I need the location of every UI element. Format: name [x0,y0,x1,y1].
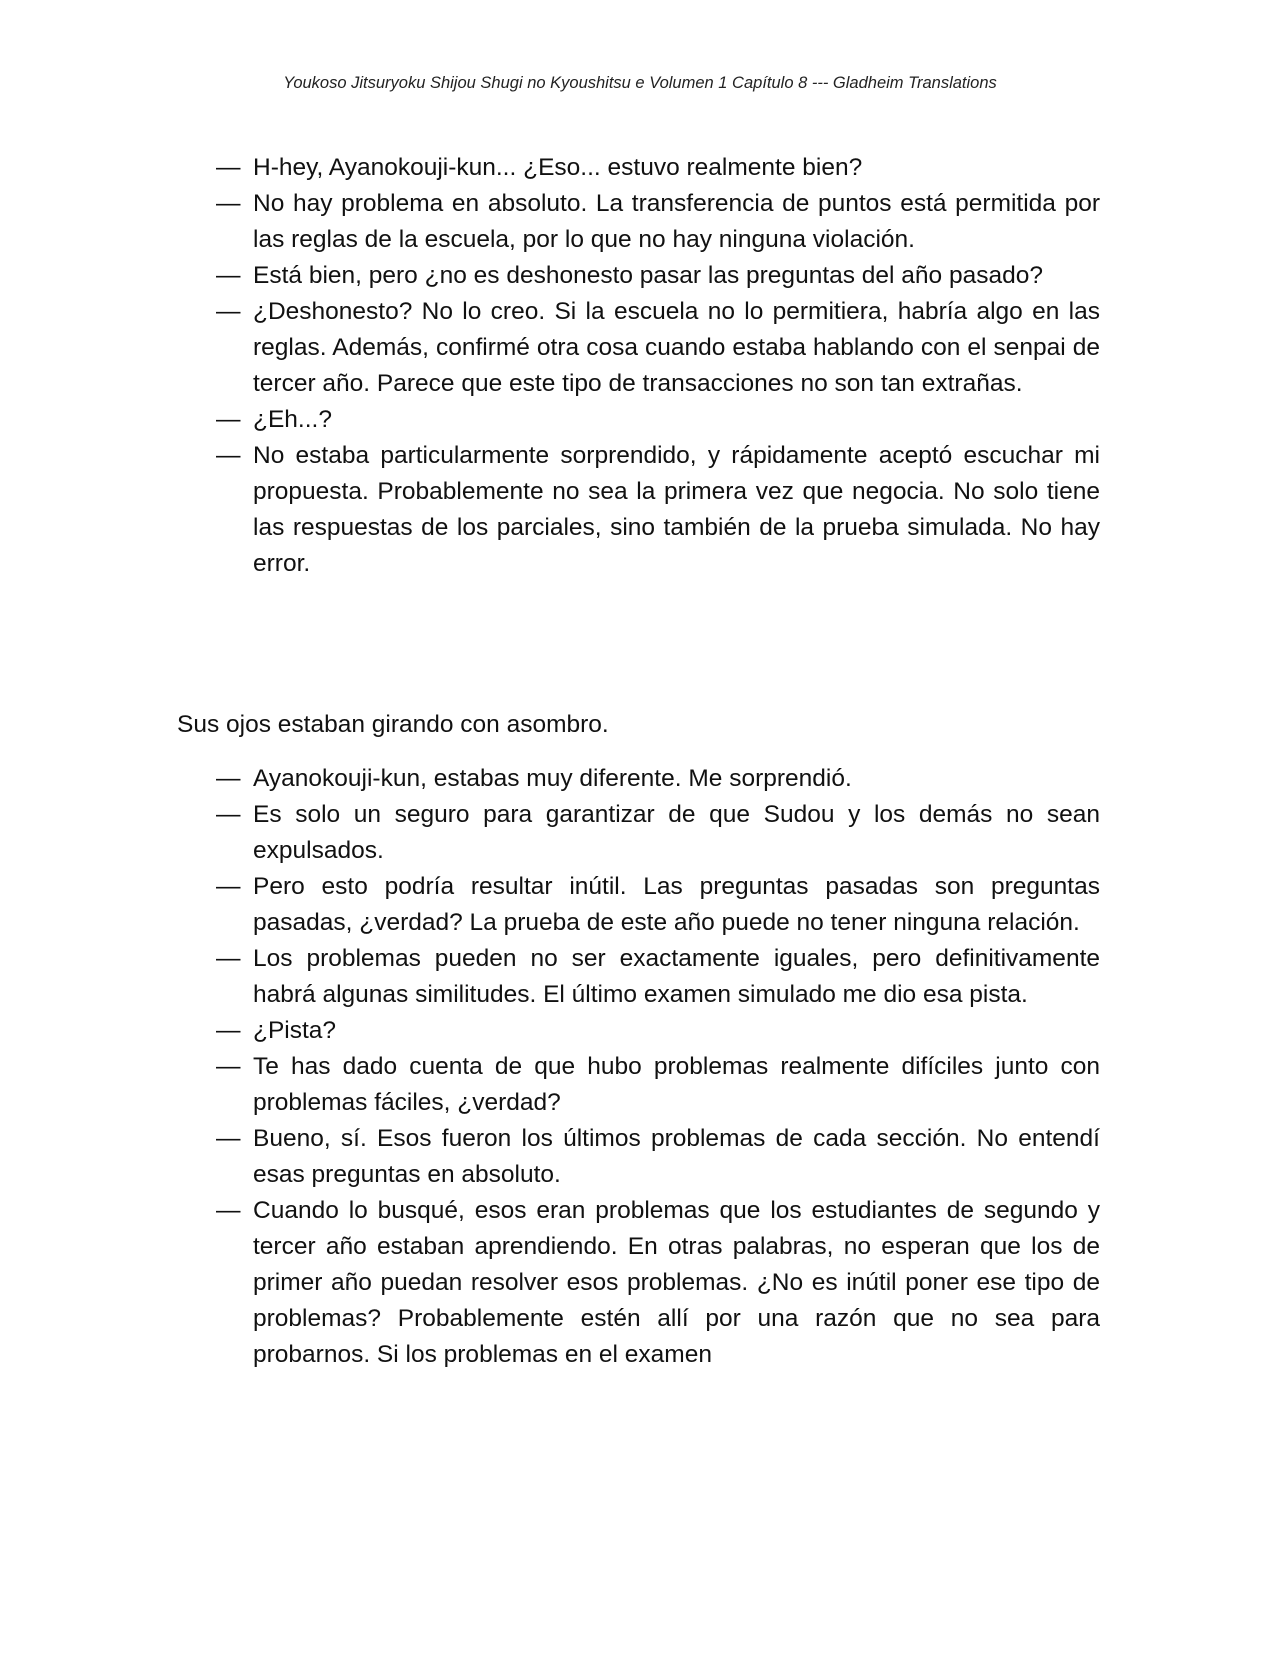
dialogue-line [216,797,1100,869]
em-dash: — [216,1053,241,1080]
dialogue-line [216,294,1100,402]
dialogue-line [216,186,1100,258]
dialogue-text: ¿Eh...? [253,406,332,433]
em-dash: — [216,873,241,900]
dialogue-line [216,761,1100,797]
em-dash: — [216,442,241,469]
dialogue-text: Bueno, sí. Esos fueron los últimos problemas de cada sección. No entendí esas preguntas en absoluto. [253,1125,1100,1188]
page-header: Youkoso Jitsuryoku Shijou Shugi no Kyoushitsu e Volumen 1 Capítulo 8 --- Gladheim Translations [283,74,997,92]
dialogue-line [216,438,1100,582]
dialogue-line [216,1013,1100,1049]
dialogue-line [216,258,1100,294]
em-dash: — [216,945,241,972]
dialogue-block-2 [216,761,1100,1373]
em-dash: — [216,190,241,217]
dialogue-line [216,1049,1100,1121]
dialogue-text: Cuando lo busqué, esos eran problemas que los estudiantes de segundo y tercer año estaban aprendiendo. En otras palabras, no esperan que los de primer año puedan resolver esos problemas. ¿No es inútil poner ese tipo de problemas? Probablemente estén allí por una razón que no sea para probarnos. Si los problemas en el examen [253,1197,1100,1368]
dialogue-line [216,869,1100,941]
dialogue-line [216,1121,1100,1193]
dialogue-text: Pero esto podría resultar inútil. Las preguntas pasadas son preguntas pasadas, ¿verdad? La prueba de este año puede no tener ninguna relación. [253,873,1100,936]
em-dash: — [216,765,241,792]
dialogue-text: No hay problema en absoluto. La transferencia de puntos está permitida por las reglas de la escuela, por lo que no hay ninguna violación. [253,190,1100,253]
dialogue-text: H-hey, Ayanokouji-kun... ¿Eso... estuvo realmente bien? [253,154,863,181]
dialogue-text: Está bien, pero ¿no es deshonesto pasar las preguntas del año pasado? [253,262,1043,289]
dialogue-text: Ayanokouji-kun, estabas muy diferente. Me sorprendió. [253,765,852,792]
em-dash: — [216,406,241,433]
em-dash: — [216,801,241,828]
em-dash: — [216,262,241,289]
dialogue-block-1 [216,150,1100,582]
dialogue-line [216,1193,1100,1373]
em-dash: — [216,154,241,181]
em-dash: — [216,1125,241,1152]
narration-paragraph: Sus ojos estaban girando con asombro. [177,711,609,738]
em-dash: — [216,1197,241,1224]
dialogue-line [216,941,1100,1013]
dialogue-line [216,150,1100,186]
dialogue-text: ¿Deshonesto? No lo creo. Si la escuela no lo permitiera, habría algo en las reglas. Además, confirmé otra cosa cuando estaba hablando con el senpai de tercer año. Parece que este tipo de transacciones no son tan extrañas. [253,298,1100,397]
em-dash: — [216,298,241,325]
dialogue-text: ¿Pista? [253,1017,337,1044]
dialogue-text: Es solo un seguro para garantizar de que Sudou y los demás no sean expulsados. [253,801,1100,864]
dialogue-text: Te has dado cuenta de que hubo problemas realmente difíciles junto con problemas fáciles, ¿verdad? [253,1053,1100,1116]
em-dash: — [216,1017,241,1044]
dialogue-line [216,402,1100,438]
dialogue-text: No estaba particularmente sorprendido, y rápidamente aceptó escuchar mi propuesta. Probablemente no sea la primera vez que negocia. No solo tiene las respuestas de los parciales, sino también de la prueba simulada. No hay error. [253,442,1100,577]
dialogue-text: Los problemas pueden no ser exactamente iguales, pero definitivamente habrá algunas similitudes. El último examen simulado me dio esa pista. [253,945,1100,1008]
